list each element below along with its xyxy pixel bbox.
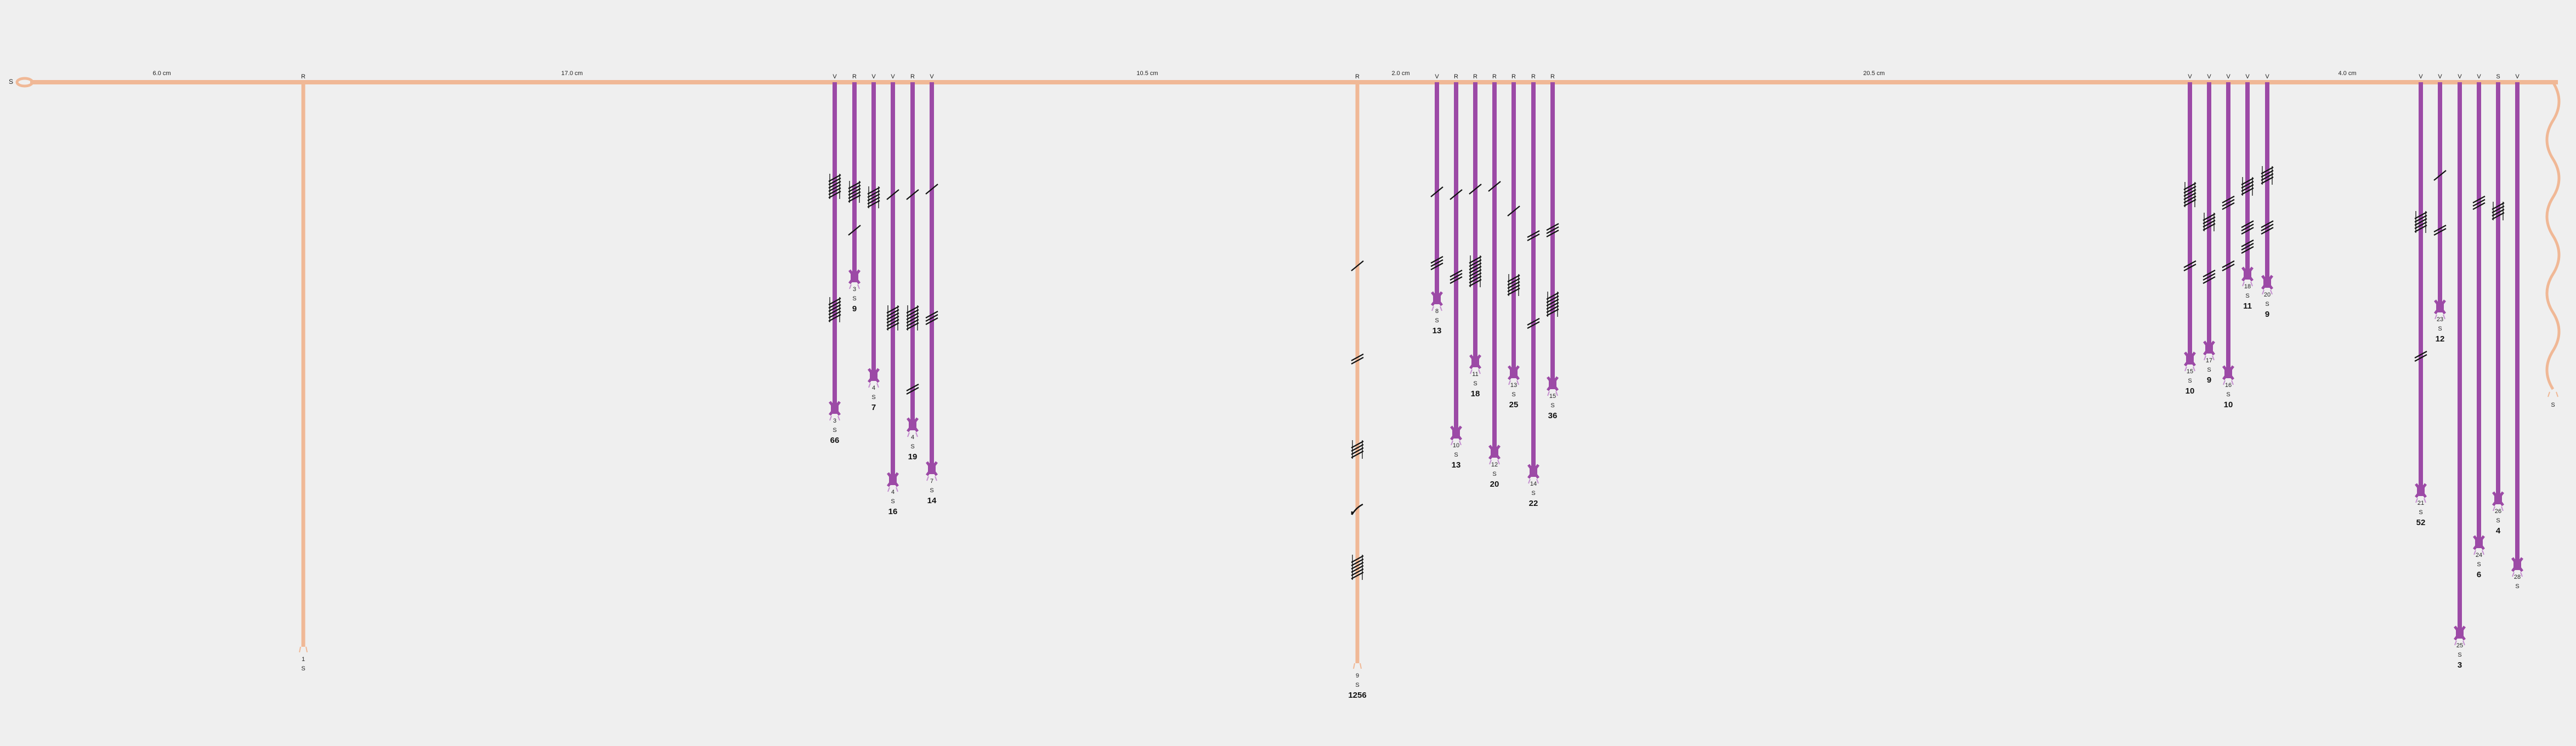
cord-end-fray <box>299 647 307 652</box>
pendant-end-code: 21 <box>2417 500 2425 506</box>
pendant-g7-1 <box>2547 82 2559 389</box>
pendant-end-code: 17 <box>2205 357 2213 364</box>
pendant-attachment: V <box>2419 73 2423 80</box>
pendant-total: 25 <box>1509 400 1519 409</box>
pendant-end-direction: S <box>1435 317 1439 324</box>
pendant-end-code: 23 <box>2436 316 2444 323</box>
pendant-attachment: R <box>1531 73 1536 80</box>
pendant-end-code: 3 <box>852 286 857 293</box>
pendant-total: 14 <box>927 496 937 505</box>
pendant-end-code: 25 <box>2456 642 2464 649</box>
pendant-total: 10 <box>2223 400 2233 409</box>
pendant-attachment: V <box>2207 73 2211 80</box>
pendant-attachment: V <box>871 73 876 80</box>
pendant-total: 6 <box>2476 570 2482 579</box>
pendant-end-direction: S <box>2458 652 2462 658</box>
pendant-attachment: V <box>2265 73 2269 80</box>
pendant-total: 11 <box>2243 301 2252 311</box>
pendant-end-direction: S <box>2188 378 2192 384</box>
pendant-total: 3 <box>2457 660 2462 670</box>
pendant-end-code: 13 <box>1510 382 1518 389</box>
pendant-end-direction: S <box>2496 517 2500 524</box>
pendant-end-code: 4 <box>871 385 876 391</box>
pendant-attachment: V <box>2245 73 2250 80</box>
primary-start-loop <box>17 78 32 86</box>
pendant-end-code: 11 <box>1472 371 1479 378</box>
cord-end-fray <box>1354 663 1361 669</box>
pendant-end-code: 20 <box>2263 292 2271 298</box>
pendant-end-code: 8 <box>1435 308 1439 315</box>
pendant-end-direction: S <box>871 394 876 401</box>
pendant-attachment: V <box>2477 73 2481 80</box>
pendant-end-direction: S <box>1550 402 1555 409</box>
spacing-label: 6.0 cm <box>152 70 171 77</box>
pendant-end-code: 16 <box>2224 382 2232 389</box>
pendant-total: 9 <box>852 304 857 314</box>
pendant-end-code: 15 <box>1549 393 1556 400</box>
pendant-attachment: R <box>1550 73 1555 80</box>
pendant-end-direction: S <box>2265 301 2269 307</box>
pendant-total: 19 <box>908 452 918 462</box>
pendant-end-code: 3 <box>833 418 837 424</box>
pendant-attachment: R <box>1492 73 1497 80</box>
pendant-total: 4 <box>2495 526 2501 536</box>
pendant-attachment: V <box>930 73 934 80</box>
pendant-end-direction: S <box>2226 391 2230 398</box>
pendant-total: 16 <box>888 507 898 516</box>
pendant-attachment: V <box>2226 73 2230 80</box>
pendant-end-direction: S <box>1531 490 1536 497</box>
pendant-attachment: V <box>2438 73 2442 80</box>
pendant-attachment: V <box>2458 73 2462 80</box>
pendant-end-direction: S <box>833 427 837 434</box>
pendant-end-direction: S <box>2515 583 2520 590</box>
pendant-end-direction: S <box>301 665 305 672</box>
pendant-total: 9 <box>2206 375 2212 385</box>
pendant-end-direction: S <box>910 443 915 450</box>
pendant-end-direction: S <box>930 487 934 494</box>
pendant-attachment: R <box>852 73 857 80</box>
pendant-attachment: V <box>2188 73 2192 80</box>
pendant-total: 20 <box>1490 480 1499 489</box>
pendant-attachment: V <box>833 73 837 80</box>
pendant-attachment: V <box>891 73 895 80</box>
pendant-end-code: 28 <box>2513 574 2521 580</box>
pendant-total: 7 <box>871 403 876 412</box>
pendant-end-direction: S <box>1511 391 1516 398</box>
pendant-end-code: 18 <box>2244 283 2251 290</box>
pendant-total: 10 <box>2185 386 2195 396</box>
pendant-end-code: 10 <box>1452 442 1460 449</box>
pendant-end-code: 7 <box>930 478 934 485</box>
spacing-label: 2.0 cm <box>1391 70 1410 77</box>
pendant-attachment: R <box>1473 73 1477 80</box>
pendant-total: 18 <box>1470 389 1480 398</box>
pendant-total: 66 <box>830 436 840 445</box>
pendant-end-direction: S <box>1454 452 1458 458</box>
pendant-attachment: V <box>2515 73 2520 80</box>
pendant-total: 13 <box>1451 460 1461 470</box>
pendant-end-direction: S <box>1473 380 1477 387</box>
spacing-label: 10.5 cm <box>1136 70 1158 77</box>
pendant-end-direction: S <box>852 295 857 302</box>
pendant-end-code: 12 <box>1491 462 1498 468</box>
pendant-end-code: 26 <box>2494 508 2502 515</box>
pendant-end-code: 1 <box>301 656 305 663</box>
pendant-end-direction: S <box>2419 509 2423 516</box>
pendant-attachment: R <box>301 73 305 80</box>
cord-end-fray <box>2548 392 2558 397</box>
pendant-attachment: R <box>1511 73 1516 80</box>
pendant-total: 1256 <box>1348 691 1367 700</box>
pendant-total: 13 <box>1432 326 1442 335</box>
spacing-label: 17.0 cm <box>561 70 583 77</box>
pendant-end-direction: S <box>1355 682 1360 688</box>
spacing-label: 4.0 cm <box>2338 70 2357 77</box>
pendant-attachment: R <box>910 73 915 80</box>
pendant-end-direction: S <box>2438 326 2442 332</box>
pendant-attachment: R <box>1454 73 1458 80</box>
pendant-end-direction: S <box>2551 402 2555 408</box>
pendant-attachment: S <box>2496 73 2500 80</box>
pendant-end-code: 4 <box>910 434 915 441</box>
pendant-end-code: 4 <box>891 489 895 496</box>
pendant-end-direction: S <box>891 498 895 505</box>
pendant-total: 9 <box>2264 310 2270 319</box>
pendant-total: 12 <box>2435 334 2445 344</box>
primary-start-label: S <box>9 78 14 86</box>
pendant-attachment: R <box>1355 73 1360 80</box>
pendant-end-code: 15 <box>2186 368 2194 375</box>
pendant-end-direction: S <box>2477 561 2481 568</box>
pendant-total: 52 <box>2416 518 2426 527</box>
pendant-end-code: 14 <box>1530 481 1537 487</box>
pendant-end-code: 9 <box>1355 673 1360 679</box>
pendant-total: 22 <box>1528 499 1538 508</box>
pendant-end-code: 24 <box>2475 552 2483 559</box>
spacing-label: 20.5 cm <box>1863 70 1885 77</box>
pendant-total: 36 <box>1548 411 1558 420</box>
pendant-end-direction: S <box>2207 367 2211 373</box>
pendant-attachment: V <box>1435 73 1439 80</box>
pendant-end-direction: S <box>2245 293 2250 299</box>
pendant-end-direction: S <box>1492 471 1497 477</box>
